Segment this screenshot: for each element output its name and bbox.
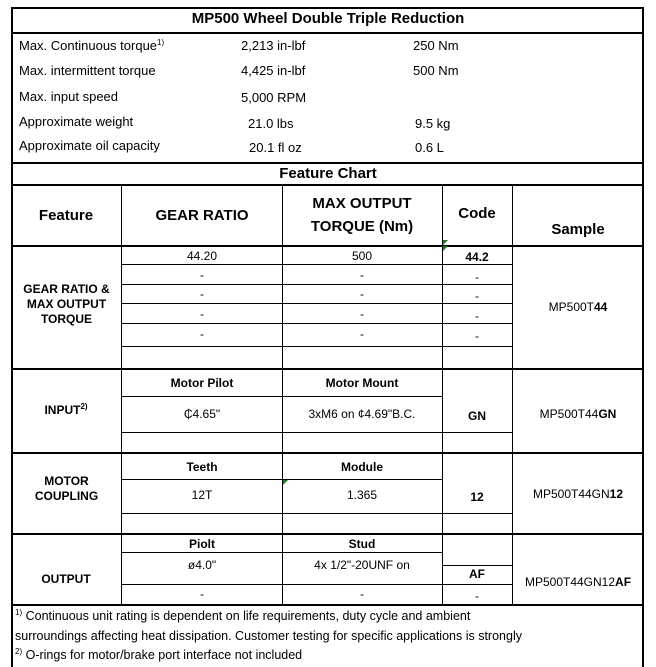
output-row3-col1: - (200, 587, 204, 601)
code-cell: 12 (470, 490, 484, 504)
spec-imperial: 2,213 in-lbf (241, 38, 306, 53)
spec-imperial: 5,000 RPM (241, 90, 307, 105)
output-row-line (121, 552, 442, 553)
motor-mount-value: 3xM6 on ¢4.69"B.C. (308, 407, 416, 421)
input-row-line (121, 432, 512, 433)
gear-ratio-cell: - (200, 287, 204, 301)
gear-section-divider (11, 368, 644, 370)
code-cell: AF (469, 567, 485, 581)
spec-label: Approximate weight (19, 114, 134, 129)
gear-row-line (121, 264, 512, 265)
feature-chart-title: Feature Chart (279, 165, 377, 182)
gear-row-line (121, 303, 512, 304)
gear-row-line (121, 346, 512, 347)
chart-title-divider (11, 184, 644, 186)
gear-row-line (121, 284, 512, 285)
code-cell: - (475, 289, 479, 303)
coupling-col2-header: Module (341, 460, 383, 474)
page-title: MP500 Wheel Double Triple Reduction (191, 10, 465, 27)
title-divider (11, 32, 644, 34)
input-col1-header: Motor Pilot (170, 376, 234, 390)
code-cell: - (475, 309, 479, 323)
header-divider (11, 245, 644, 247)
spec-imperial: 21.0 lbs (248, 116, 294, 131)
footnote-1: $^{1)}$ Continuous unit rating is dependent on life requirements, duty cycle and ambient (15, 608, 471, 623)
gear-ratio-cell: 44.20 (186, 249, 218, 263)
group-label-coupling: MOTOR COUPLING (34, 474, 99, 503)
header-sample: Sample (551, 221, 605, 238)
max-torque-cell: - (360, 327, 364, 341)
output-col2-header: Stud (348, 537, 376, 551)
input-section-divider (11, 452, 644, 454)
col-div-4 (512, 185, 513, 605)
coupling-col1-header: Teeth (186, 460, 218, 474)
gear-ratio-cell: - (200, 327, 204, 341)
sample-code: MP500T44GN12AF (524, 575, 632, 589)
frame-left (11, 7, 13, 667)
code-cell: GN (468, 409, 486, 423)
stud-value: 4x 1/2"-20UNF on (314, 558, 410, 572)
header-feature: Feature (38, 207, 94, 224)
header-code: Code (458, 205, 496, 222)
motor-pilot-value: ₵4.65" (183, 407, 221, 421)
spec-label: Max. input speed (19, 89, 119, 104)
code-cell: - (475, 329, 479, 343)
frame-right (642, 7, 644, 667)
frame-top (11, 7, 644, 9)
max-torque-cell: 500 (351, 249, 373, 263)
output-row-line (121, 584, 512, 585)
code-cell: - (475, 270, 479, 284)
comment-marker (443, 246, 448, 251)
output-row3-code: - (475, 589, 479, 603)
spec-metric: 9.5 kg (415, 116, 451, 131)
header-max-output: TORQUE (Nm) (310, 218, 414, 235)
output-row-line (442, 565, 512, 566)
coupling-row-line (121, 513, 512, 514)
spec-metric: 500 Nm (413, 63, 459, 78)
teeth-value: 12T (191, 488, 213, 502)
code-cell: 44.2 (465, 250, 489, 264)
group-label-input: INPUT$^{2)}$ (44, 402, 88, 417)
spec-label: Approximate oil capacity (19, 138, 160, 153)
comment-marker (283, 480, 288, 485)
output-section-divider (11, 604, 644, 606)
spec-imperial: 20.1 fl oz (249, 140, 302, 155)
spec-label: Max. Continuous torque$^{1)}$ (19, 38, 165, 53)
spec-label: Max. intermittent torque (19, 63, 156, 78)
footnote-2: $^{2)}$ O-rings for motor/brake port interface not included (15, 647, 303, 662)
gear-ratio-cell: - (200, 268, 204, 282)
sample-code: MP500T44GN12 (532, 487, 624, 501)
header-max-output: MAX OUTPUT (312, 195, 412, 212)
group-label-gear: GEAR RATIO & MAX OUTPUT TORQUE (23, 282, 110, 326)
coupling-section-divider (11, 533, 644, 535)
output-col1-header: Piolt (189, 537, 215, 551)
pilot-value: ø4.0" (187, 558, 217, 572)
sample-code: MP500T44GN (539, 407, 617, 421)
max-torque-cell: - (360, 268, 364, 282)
input-row-line (121, 396, 442, 397)
input-col2-header: Motor Mount (325, 376, 399, 390)
spec-metric: 250 Nm (413, 38, 459, 53)
header-gear-ratio: GEAR RATIO (155, 207, 249, 224)
gear-ratio-cell: - (200, 307, 204, 321)
gear-row-line (121, 323, 512, 324)
group-label-output: OUTPUT (41, 572, 91, 586)
footnote-1-cont: surroundings affecting heat dissipation. Customer testing for specific applications is strongly (15, 629, 522, 643)
spec-imperial: 4,425 in-lbf (241, 63, 306, 78)
comment-marker (443, 240, 448, 245)
output-row3-col2: - (360, 587, 364, 601)
specs-divider (11, 162, 644, 164)
max-torque-cell: - (360, 287, 364, 301)
module-value: 1.365 (346, 488, 378, 502)
col-div-2 (282, 185, 283, 605)
spec-metric: 0.6 L (415, 140, 444, 155)
coupling-row-line (121, 479, 442, 480)
max-torque-cell: - (360, 307, 364, 321)
sample-code: MP500T44 (548, 300, 608, 314)
col-div-1 (121, 185, 122, 605)
